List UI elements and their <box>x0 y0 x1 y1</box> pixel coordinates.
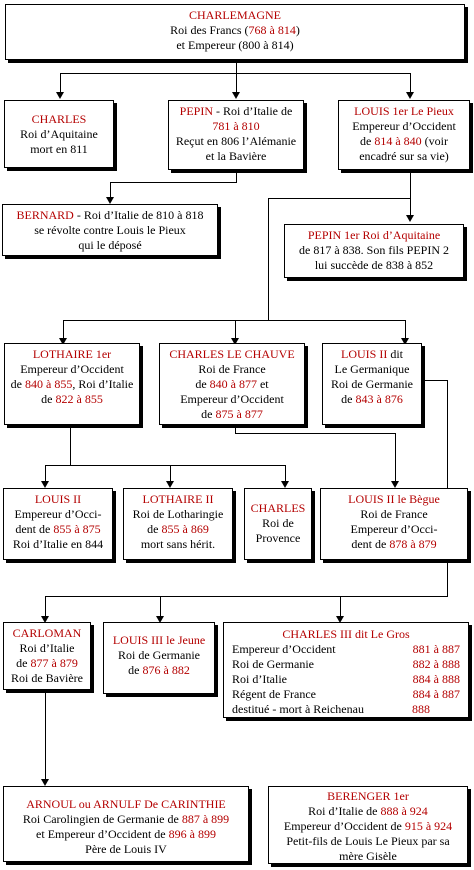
connector <box>268 198 410 199</box>
node-charles-le-chauve[interactable] <box>159 343 305 425</box>
node-line: encadré sur sa vie) <box>359 149 449 163</box>
node-line: Roi Carolingien de Germanie de 887 à 899 <box>22 812 230 826</box>
node-title: CHARLES <box>31 112 87 126</box>
node-line: Roi des Francs (768 à 814) <box>170 23 300 37</box>
node-lothaire-ii[interactable] <box>123 488 233 560</box>
node-louis-pieux[interactable] <box>338 100 470 170</box>
charles3-row: Roi d’Italie 884 à 888 <box>232 672 460 686</box>
node-line: Roi de France <box>198 362 266 376</box>
node-title: CHARLES LE CHAUVE <box>169 347 295 361</box>
charles3-row: Roi de Germanie 882 à 888 <box>232 657 460 671</box>
node-pepin[interactable] <box>168 100 304 170</box>
node-title: LOTHAIRE 1er <box>32 347 112 361</box>
node-line: de 875 à 877 <box>201 407 263 421</box>
node-line: Père de Louis IV <box>85 842 167 856</box>
node-line: Roi de Lotharingie <box>132 507 224 521</box>
connector <box>235 433 395 434</box>
connector <box>45 690 46 782</box>
node-line: et Empereur d’Occident de 896 à 899 <box>36 827 216 841</box>
node-pepin-1er[interactable] <box>284 224 464 278</box>
node-louis-le-begue[interactable] <box>320 488 468 560</box>
node-line: Reçut en 806 l’Alémanie <box>175 134 297 148</box>
arrow-down-icon <box>56 92 64 99</box>
node-line: et Empereur (800 à 814) <box>176 38 294 52</box>
connector <box>420 380 448 381</box>
node-title: CHARLES III dit Le Gros <box>282 627 410 641</box>
node-line: de 817 à 838. Son fils PEPIN 2 <box>299 243 449 257</box>
node-title: ARNOUL ou ARNULF De CARINTHIE <box>26 797 226 811</box>
arrow-down-icon <box>106 197 114 204</box>
node-line: Empereur d’Occident de 915 à 924 <box>283 819 453 833</box>
node-title: LOUIS II le Bègue <box>348 492 440 506</box>
connector <box>268 198 269 320</box>
node-line: PEPIN - Roi d’Italie de <box>179 104 293 118</box>
node-title: BERENGER 1er <box>327 789 409 803</box>
node-line: Roi d’Italie <box>19 641 75 655</box>
node-line: mort en 811 <box>30 142 88 156</box>
node-line: Roi d’Italie de 888 à 924 <box>308 804 428 818</box>
arrow-down-icon <box>232 92 240 99</box>
node-title: PEPIN 1er Roi d’Aquitaine <box>307 228 441 242</box>
node-title: LOUIS 1er Le Pieux <box>354 104 454 118</box>
node-line: LOUIS II dit <box>341 347 403 361</box>
node-dates: 781 à 810 <box>212 119 260 133</box>
connector <box>410 170 411 198</box>
node-line: Le Germanique <box>334 362 410 376</box>
node-title: CHARLEMAGNE <box>189 8 281 22</box>
connector <box>110 182 237 183</box>
node-line: Roi de Germanie <box>331 377 413 391</box>
node-title: LOTHAIRE II <box>142 492 214 506</box>
node-line: lui succède de 838 à 852 <box>314 258 434 272</box>
charles3-row: Régent de France 884 à 887 <box>232 687 460 701</box>
node-line: Empereur d’Occi- <box>14 507 102 521</box>
node-title: LOUIS III le Jeune <box>112 633 206 647</box>
node-line: Petit-fils de Louis Le Pieux par sa <box>286 834 450 848</box>
node-line: de 843 à 876 <box>341 392 403 406</box>
node-title: CHARLES <box>250 501 306 515</box>
connector <box>45 596 448 597</box>
node-charles-iii[interactable] <box>223 622 469 718</box>
node-line: Roi de Bavière <box>11 671 83 685</box>
node-louis-iii[interactable] <box>103 622 215 694</box>
arrow-down-icon <box>406 92 414 99</box>
node-line: Empereur d’Occi- <box>350 522 438 536</box>
node-line: et la Bavière <box>205 149 267 163</box>
node-line: Empereur d’Occident <box>352 119 456 133</box>
node-line: de 840 à 855, Roi d’Italie <box>10 377 134 391</box>
node-line: mort sans hérit. <box>140 537 216 551</box>
node-line: qui le déposé <box>78 238 142 252</box>
charles3-row: Empereur d’Occident 881 à 887 <box>232 642 460 656</box>
arrow-down-icon <box>281 481 289 488</box>
node-line: Provence <box>255 531 301 545</box>
node-line: dent de 855 à 875 <box>15 522 101 536</box>
arrow-down-icon <box>166 481 174 488</box>
node-line: dent de 878 à 879 <box>351 537 437 551</box>
arrow-down-icon <box>41 481 49 488</box>
node-line: Roi de France <box>360 507 428 521</box>
connector <box>395 433 396 485</box>
node-line: Roi d’Aquitaine <box>20 127 98 141</box>
node-line: se révolte contre Louis le Pieux <box>34 223 186 237</box>
node-line: de 840 à 877 et <box>195 377 269 391</box>
node-charlemagne[interactable] <box>5 4 465 60</box>
node-line: Roi d’Italie en 844 <box>12 537 104 551</box>
node-carloman[interactable] <box>3 622 91 690</box>
arrow-down-icon <box>41 779 49 786</box>
connector <box>236 170 237 182</box>
node-charles-aquitaine[interactable] <box>4 100 114 168</box>
node-line: de 877 à 879 <box>16 656 78 670</box>
node-title: LOUIS II <box>34 492 82 506</box>
node-line: Empereur d’Occident <box>180 392 284 406</box>
node-arnoul[interactable] <box>3 786 249 862</box>
node-line: Roi de Germanie <box>118 648 200 662</box>
node-title: CARLOMAN <box>12 626 82 640</box>
charles3-row: destitué - mort à Reichenau 888 <box>232 702 430 716</box>
connector <box>236 61 237 73</box>
node-line: Empereur d’Occident <box>20 362 124 376</box>
node-line: Roi de <box>262 516 294 530</box>
node-louis-germanique[interactable] <box>322 343 422 425</box>
node-line: de 876 à 882 <box>128 663 190 677</box>
node-charles-provence[interactable] <box>244 488 312 560</box>
node-line: de 855 à 869 <box>147 522 209 536</box>
connector <box>235 425 236 433</box>
node-line: mère Gisèle <box>339 849 397 863</box>
node-louis-ii[interactable] <box>3 488 113 560</box>
node-lothaire-1er[interactable] <box>4 343 140 425</box>
connector <box>70 425 71 465</box>
node-line: de 822 à 855 <box>41 392 103 406</box>
arrow-down-icon <box>391 481 399 488</box>
node-bernard[interactable] <box>2 204 218 256</box>
arrow-down-icon <box>406 215 414 222</box>
connector <box>45 465 285 466</box>
connector <box>60 73 410 74</box>
node-line: de 814 à 840 (voir <box>360 134 448 148</box>
node-berenger[interactable] <box>268 786 468 864</box>
node-line: BERNARD - Roi d’Italie de 810 à 818 <box>16 208 204 222</box>
